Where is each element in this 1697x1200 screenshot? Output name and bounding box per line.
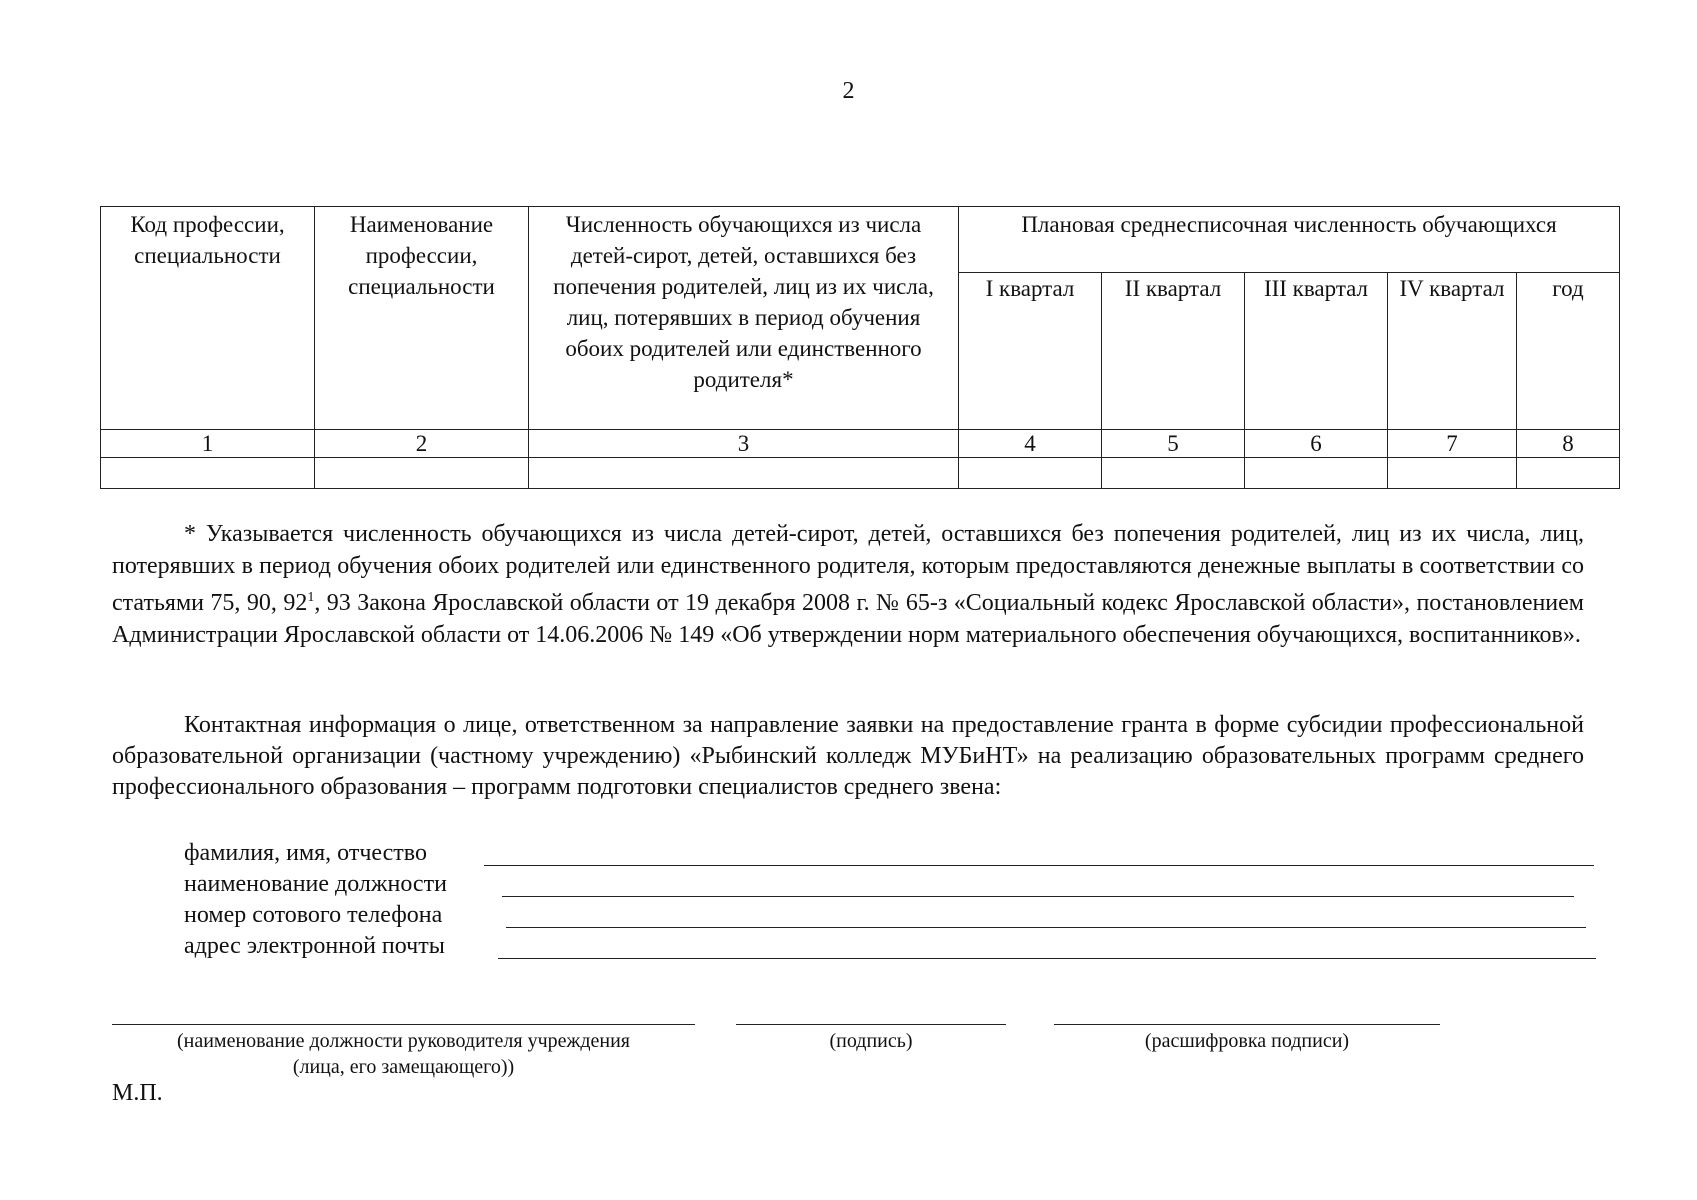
header-planned: Плановая среднесписочная численность обучающихся (959, 207, 1620, 273)
footnote-text-continued: , 93 Закона Ярославской области от 19 декабря 2008 г. № 65-з «Социальный кодекс Ярославской области», постановлением Администрации Ярославской области от 14.06.2006 № 149 «Об утверждении норм материального обеспечения обучающихся, воспитанников». (112, 590, 1584, 648)
column-number: 2 (315, 430, 529, 458)
signature-decoding-line[interactable] (1054, 1024, 1440, 1025)
position-field (184, 869, 447, 900)
cell-name[interactable] (315, 458, 529, 489)
signature-decoding-caption: (расшифровка подписи) (1144, 1030, 1350, 1052)
column-number: 1 (101, 430, 315, 458)
header-name: Наименование профессии, специальности (315, 207, 529, 430)
email-input-line[interactable] (498, 958, 1596, 959)
footnote-text: * Указывается численность обучающихся из числа детей-сирот, детей, оставшихся без попечения родителей, лиц из их числа, лиц, потерявших в период обучения обоих родителей или единственного родителя, которым предоставляются денежные выплаты в соответствии со статьями 75, 90, 92 (112, 521, 1584, 616)
cell-year[interactable] (1517, 458, 1620, 489)
header-code: Код профессии, специальности (101, 207, 315, 430)
email-label: адрес электронной почты (184, 933, 445, 959)
column-number: 6 (1245, 430, 1388, 458)
signature-line[interactable] (736, 1024, 1006, 1025)
head-position-caption-line2: (лица, его замещающего)) (292, 1056, 515, 1078)
column-number: 3 (529, 430, 959, 458)
phone-input-line[interactable] (506, 927, 1586, 928)
footnote-superscript: 1 (307, 590, 315, 605)
phone-label: номер сотового телефона (184, 902, 443, 928)
cell-quarter-3[interactable] (1245, 458, 1388, 489)
stamp-place: М.П. (112, 1080, 163, 1106)
position-input-line[interactable] (502, 896, 1574, 897)
cell-quarter-2[interactable] (1102, 458, 1245, 489)
head-position-line[interactable] (112, 1024, 695, 1025)
column-number: 8 (1517, 430, 1620, 458)
contact-intro-text: Контактная информация о лице, ответственном за направление заявки на предоставление гранта в форме субсидии профессиональной образовательной организации (частному учреждению) «Рыбинский колледж МУБиНТ» на реализацию образовательных программ среднего профессионального образования – программ подготовки специалистов среднего звена: (112, 712, 1584, 800)
page-number: 2 (842, 78, 855, 104)
fio-label: фамилия, имя, отчество (184, 840, 427, 866)
email-field (184, 931, 445, 962)
table-row (101, 458, 1620, 489)
signature-caption: (подпись) (829, 1030, 913, 1052)
fio-field (184, 838, 427, 869)
header-quarter-4: IV квартал (1388, 273, 1517, 430)
fio-input-line[interactable] (484, 865, 1594, 866)
header-orphans: Численность обучающихся из числа детей-сирот, детей, оставшихся без попечения родителей, лиц из их числа, лиц, потерявших в период обучения обоих родителей или единственного родителя* (529, 207, 959, 430)
cell-quarter-1[interactable] (959, 458, 1102, 489)
footnote (112, 518, 1584, 651)
form-table (100, 206, 1620, 489)
head-position-caption (112, 1028, 695, 1080)
contact-intro (112, 710, 1584, 803)
cell-quarter-4[interactable] (1388, 458, 1517, 489)
header-year: год (1517, 273, 1620, 430)
column-number: 5 (1102, 430, 1245, 458)
position-label: наименование должности (184, 871, 447, 897)
phone-field (184, 900, 442, 931)
cell-code[interactable] (101, 458, 315, 489)
header-quarter-2: II квартал (1102, 273, 1245, 430)
header-quarter-3: III квартал (1245, 273, 1388, 430)
cell-orphans[interactable] (529, 458, 959, 489)
column-number: 4 (959, 430, 1102, 458)
column-number: 7 (1388, 430, 1517, 458)
head-position-caption-line1: (наименование должности руководителя учреждения (176, 1030, 630, 1052)
header-quarter-1: I квартал (959, 273, 1102, 430)
